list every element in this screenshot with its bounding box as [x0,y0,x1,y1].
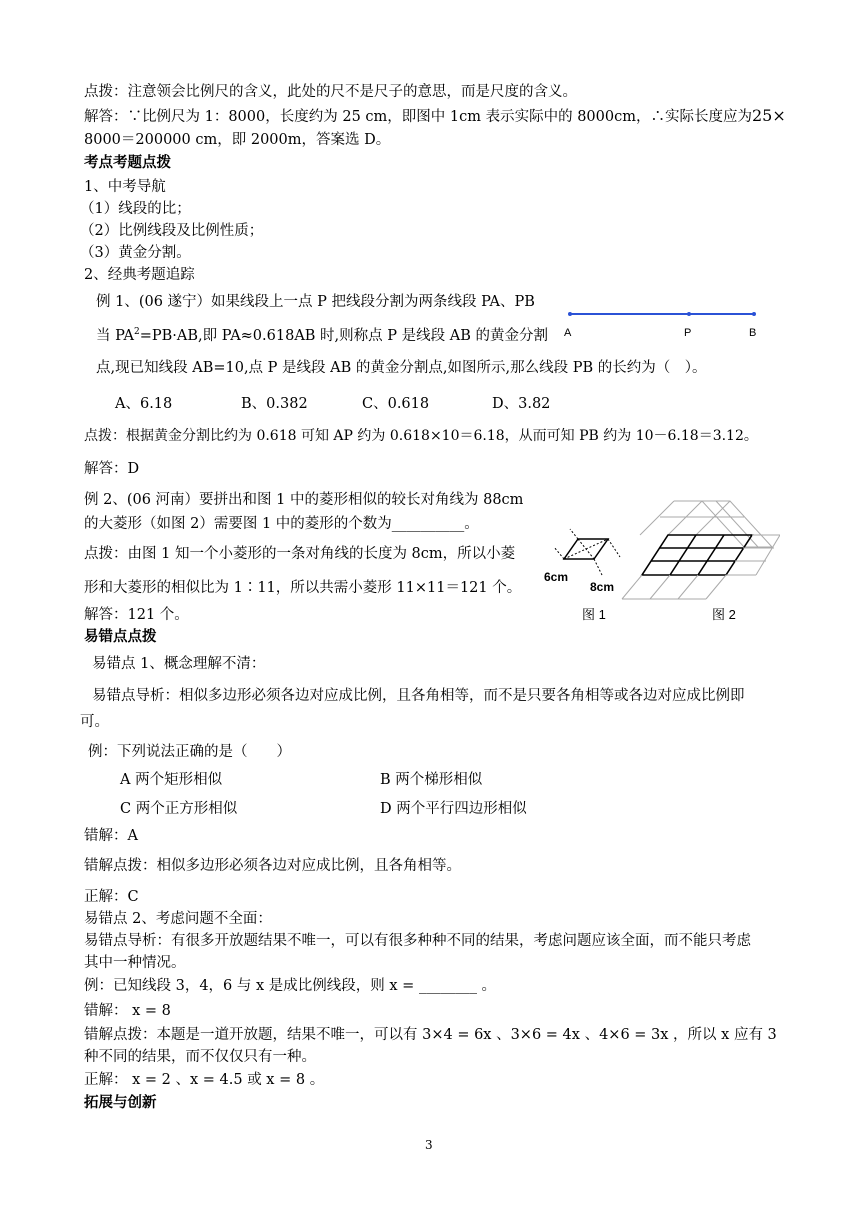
option-d: D、3.82 [492,396,551,412]
figure-2-label: 图 2 [712,607,736,622]
mistake-1-title: 易错点 1、概念理解不清： [92,656,266,672]
mistake-2-right: 正解： x = 2 、x = 4.5 或 x = 8 。 [84,1072,325,1088]
mistake-1-wrong: 错解：A [84,828,138,844]
mistake-1-guide: 可。 [80,714,109,730]
text: 当 PA [96,327,135,344]
example-1-hint: 点拨：根据黄金分割比约为 0.618 可知 AP 约为 0.618×10＝6.18，从而可知 PB 约为 10－6.18＝3.12。 [84,428,758,444]
mistake-1-example: 例：下列说法正确的是（ ） [88,744,291,760]
point-a-dot [568,312,572,316]
example-2-hint: 形和大菱形的相似比为 1∶11，所以共需小菱形 11×11＝121 个。 [84,580,522,596]
mistake-2-hint: 错解点拨：本题是一道开放题，结果不唯一，可以有 3×4 = 6x 、3×6 = 4x 、4×6 = 3x ，所以 x 应有 3 [84,1027,777,1043]
segment-figure [558,300,768,340]
mistake-1-wrong-hint: 错解点拨：相似多边形必须各边对应成比例，且各角相等。 [84,858,461,874]
label-a: A [564,327,572,339]
mistake-2-guide: 易错点导析：有很多开放题结果不唯一，可以有很多种种不同的结果，考虑问题应该全面，而不能只考虑 [84,933,751,949]
list-item: （3）黄金分割。 [80,245,191,261]
hint-line: 点拨：注意领会比例尺的含义，此处的尺不是尺子的意思，而是尺度的含义。 [84,84,577,100]
section-heading: 易错点点拨 [84,629,157,645]
list-item: （2）比例线段及比例性质； [80,223,264,239]
label-p: P [684,327,692,339]
figure-2 [622,501,780,622]
dim-8cm: 8cm [590,580,615,594]
option-a: A 两个矩形相似 [120,772,223,788]
mistake-2-wrong: 错解： x = 8 [84,1003,171,1019]
label-b: B [749,327,757,339]
mistake-2-example: 例：已知线段 3，4，6 与 x 是成比例线段，则 x = ________ 。 [84,978,497,994]
answer-text-math: 25× [751,106,786,125]
answer-text: 解答：∵比例尺为 1：8000，长度约为 25 cm，即图中 1cm 表示实际中的 8000cm，∴实际长度应为 [84,109,752,125]
dim-6cm: 6cm [544,570,569,584]
superscript: 2 [134,327,140,337]
example-1-line: 例 1、(06 遂宁）如果线段上一点 P 把线段分割为两条线段 PA、PB [96,294,535,310]
point-b-dot [752,312,756,316]
text: =PB·AB,即 PA≈0.618AB 时,则称点 P 是线段 AB 的黄金分割 [139,327,548,344]
page-number: 3 [425,1138,433,1152]
option-b: B 两个梯形相似 [380,772,483,788]
example-2-line: 的大菱形（如图 2）需要图 1 中的菱形的个数为__________。 [84,516,479,532]
example-2-line: 例 2、(06 河南）要拼出和图 1 中的菱形相似的较长对角线为 88cm [84,492,524,508]
option-a: A、6.18 [115,396,173,412]
point-p-dot [687,312,691,316]
option-c: C、0.618 [362,396,430,412]
example-2-hint: 点拨：由图 1 知一个小菱形的一条对角线的长度为 8cm，所以小菱 [84,546,516,562]
answer-line [84,106,786,127]
mistake-2-title: 易错点 2、考虑问题不全面： [84,911,272,927]
section-heading: 拓展与创新 [84,1095,157,1111]
example-2-answer: 解答：121 个。 [84,607,189,623]
subheading: 2、经典考题追踪 [84,267,195,283]
section-heading: 考点考题点拨 [84,155,171,171]
example-1-line [96,322,548,346]
mistake-2-guide: 其中一种情况。 [84,955,186,971]
rhombus-figures [530,495,780,625]
example-1-line: 点,现已知线段 AB=10,点 P 是线段 AB 的黄金分割点,如图所示,那么线段 PB 的长约为（ ）。 [96,360,707,376]
answer-line-2: 8000＝200000 cm，即 2000m，答案选 D。 [84,132,391,148]
option-c: C 两个正方形相似 [120,801,238,817]
option-b: B、0.382 [241,396,308,412]
example-1-answer: 解答：D [84,461,140,477]
figure-1-label: 图 1 [582,607,606,622]
mistake-1-right: 正解：C [84,889,139,905]
mistake-1-guide: 易错点导析：相似多边形必须各边对应成比例，且各角相等，而不是只要各角相等或各边对应成比例即 [92,688,745,704]
option-d: D 两个平行四边形相似 [380,801,527,817]
mistake-2-hint: 种不同的结果，而不仅仅只有一种。 [84,1049,316,1065]
list-item: （1）线段的比； [80,201,191,217]
subheading: 1、中考导航 [84,179,166,195]
figure-1 [544,529,620,622]
